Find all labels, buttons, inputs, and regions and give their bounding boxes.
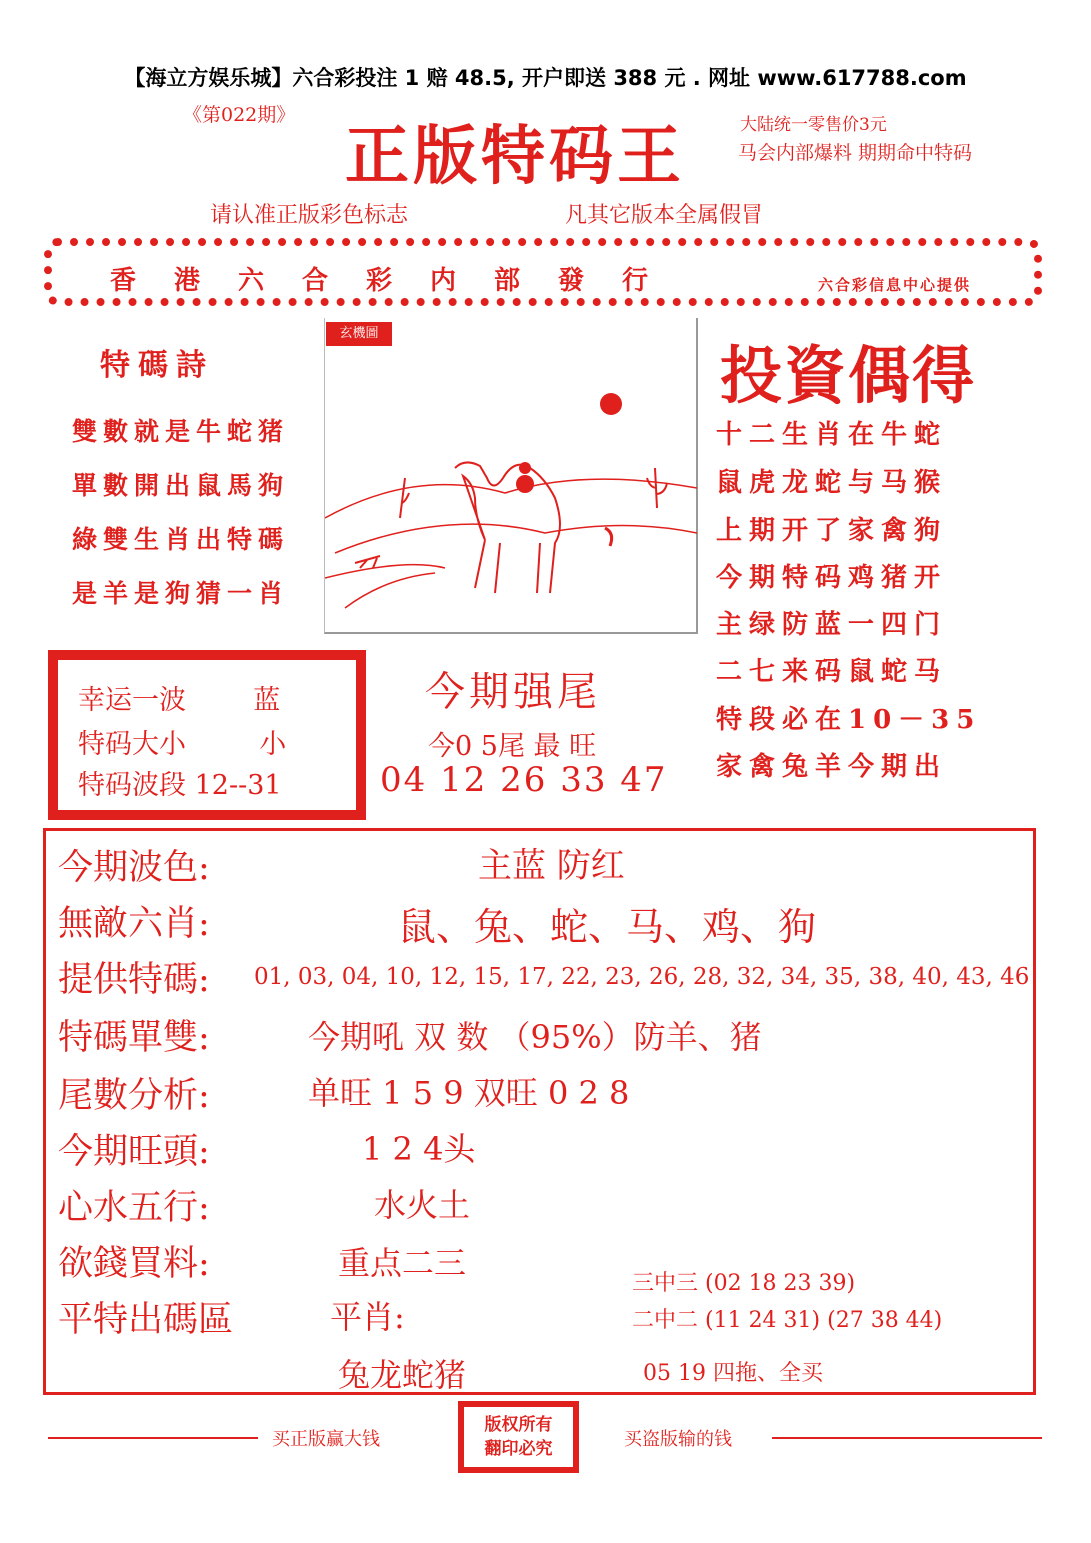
plant-icon (400, 478, 409, 518)
poem-line: 綠雙生肖出特碼 (72, 525, 290, 554)
strong-tail-title: 今期强尾 (425, 669, 601, 715)
color-value: 主蓝 防红 (478, 846, 625, 886)
tail-analysis-label: 尾數分析: (58, 1076, 210, 1116)
sun-icon (600, 393, 622, 415)
flat-value: 平肖: (330, 1298, 405, 1336)
combo-3of3: 三中三 (02 18 23 39) (632, 1271, 856, 1296)
strong-tail-numbers: 04 12 26 33 47 (380, 760, 668, 800)
footer-left-text: 买正版赢大钱 (272, 1429, 380, 1450)
tagline: 马会内部爆料 期期命中特码 (738, 142, 973, 164)
invest-line: 十二生肖在牛蛇 (716, 420, 948, 450)
lucky-size-row (78, 722, 286, 761)
price-note: 大陆统一零售价3元 (740, 115, 887, 135)
buy-value: 重点二三 (338, 1244, 467, 1282)
invest-line: 上期开了家禽狗 (716, 516, 948, 546)
lucky-range-label: 特码波段 (78, 770, 186, 801)
odd-even-label: 特碼單雙: (58, 1018, 210, 1058)
cactus-icon (647, 468, 667, 508)
picture-seal: 玄機圖 (326, 322, 392, 346)
poem-line: 是羊是狗猜一肖 (72, 579, 290, 608)
codes-value: 01, 03, 04, 10, 12, 15, 17, 22, 23, 26, 28, 32, 34, 35, 38, 40, 43, 46 (254, 964, 1030, 990)
provider-text: 六合彩信息中心提供 (818, 276, 972, 294)
page-title: 正版特码王 (345, 119, 685, 194)
footer-divider-left (48, 1437, 258, 1439)
six-zodiac-label: 無敵六肖: (58, 904, 210, 944)
camel-illustration (325, 318, 697, 632)
footer-divider-right (772, 1437, 1042, 1439)
lucky-range-value: 12--31 (194, 770, 282, 801)
snake-icon (605, 528, 612, 546)
element-label: 心水五行: (58, 1188, 210, 1228)
counterfeit-note: 凡其它版本全属假冒 (565, 203, 764, 228)
poem-title: 特碼詩 (100, 348, 214, 383)
copyright-box (458, 1401, 579, 1473)
lucky-range-row (78, 763, 282, 802)
lucky-size-value: 小 (259, 729, 287, 760)
copyright-line-2: 翻印必究 (484, 1439, 553, 1459)
invest-line: 今期特码鸡猪开 (716, 563, 948, 593)
invest-line: 鼠虎龙蛇与马猴 (716, 468, 948, 498)
lucky-wave-row (78, 678, 280, 717)
invest-line: 二七来码鼠蛇马 (716, 657, 948, 687)
tail-analysis-value: 单旺 1 5 9 双旺 0 2 8 (308, 1074, 630, 1112)
six-zodiac-value: 鼠、兔、蛇、马、鸡、狗 (398, 905, 817, 949)
odd-even-value: 今期吼 双 数 （95%）防羊、猪 (308, 1018, 762, 1056)
flat-label: 平特出碼區 (58, 1300, 234, 1340)
copyright-line-1: 版权所有 (484, 1415, 553, 1435)
lizard-icon (355, 556, 380, 568)
invest-line: 家禽兔羊今期出 (716, 752, 948, 782)
poem-line: 雙數就是牛蛇猪 (72, 417, 290, 446)
invest-line: 特段必在10－35 (716, 705, 982, 735)
ad-banner: 【海立方娱乐城】六合彩投注 1 赔 48.5, 开户即送 388 元 . 网址 www.617788.com (124, 66, 967, 90)
lucky-wave-value: 蓝 (253, 685, 281, 716)
issuer-text: 香港六合彩内部發行 (110, 266, 687, 296)
codes-label: 提供特碼: (58, 960, 210, 1000)
issue-number: 《第022期》 (183, 104, 296, 126)
strong-tail-subtitle: 今0 5尾 最 旺 (428, 731, 597, 762)
invest-line: 主绿防蓝一四门 (716, 610, 948, 640)
color-label: 今期波色: (58, 848, 210, 888)
buy-label: 欲錢買料: (58, 1244, 210, 1284)
head-label: 今期旺頭: (58, 1132, 210, 1172)
lucky-size-label: 特码大小 (78, 729, 186, 760)
head-value: 1 2 4头 (362, 1130, 476, 1168)
poem-line: 單數開出鼠馬狗 (72, 471, 290, 500)
authentic-note: 请认准正版彩色标志 (210, 203, 409, 228)
footer-right-text: 买盗版输的钱 (624, 1429, 732, 1450)
combo-drag: 05 19 四拖、全买 (643, 1361, 823, 1386)
flat-animals: 兔龙蛇猪 (338, 1356, 467, 1394)
invest-title: 投資偶得 (720, 339, 977, 412)
camel-icon (455, 462, 560, 593)
gourd-icon (516, 462, 534, 493)
combo-2of2: 二中二 (11 24 31) (27 38 44) (632, 1308, 943, 1333)
mystery-picture (324, 318, 698, 634)
element-value: 水火土 (374, 1186, 471, 1224)
lucky-wave-label: 幸运一波 (78, 685, 186, 716)
